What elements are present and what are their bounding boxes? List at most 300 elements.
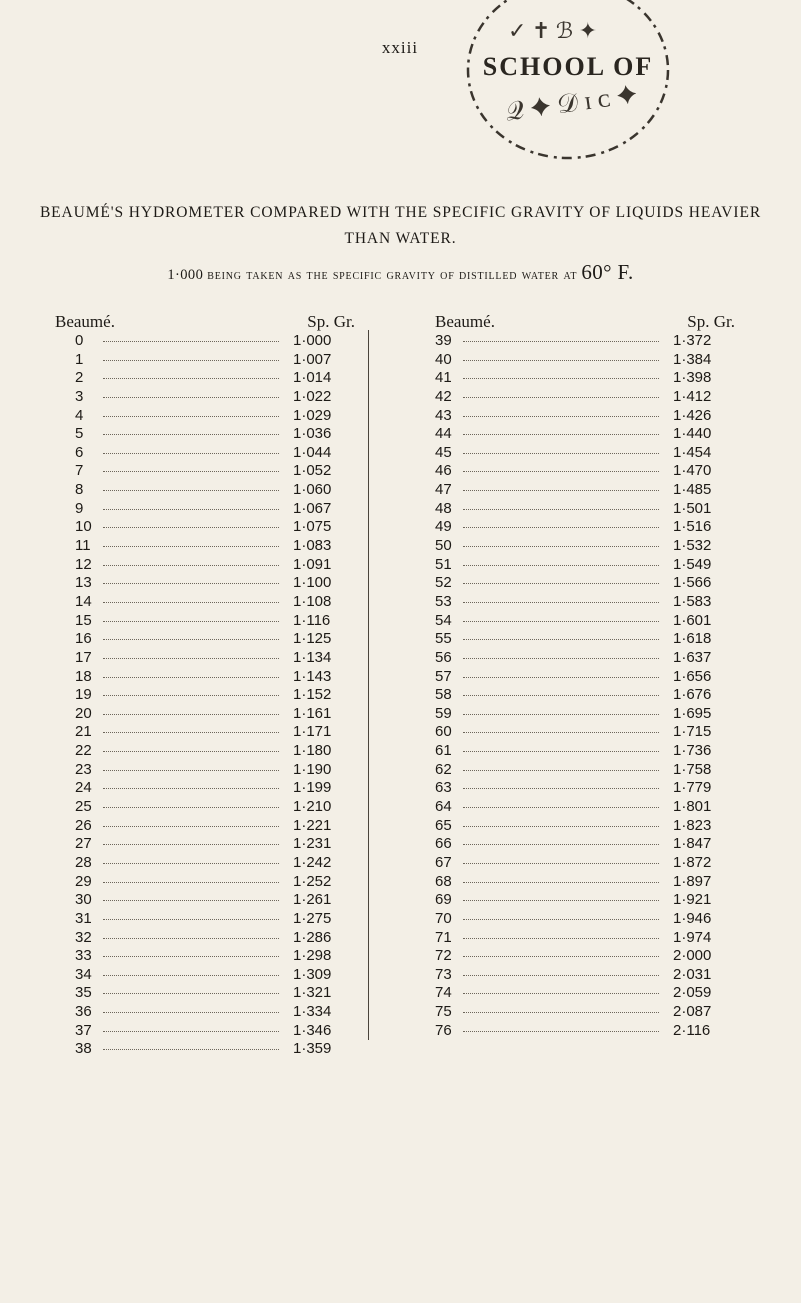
beaume-degree: 21 [75, 723, 92, 741]
table-row [435, 351, 735, 370]
dot-leader [103, 397, 279, 398]
beaume-degree: 18 [75, 667, 92, 685]
table-row [435, 742, 735, 761]
specific-gravity-value: 1·758 [673, 760, 712, 778]
beaume-degree: 11 [75, 537, 91, 555]
table-row [55, 1022, 355, 1041]
specific-gravity-value: 2·000 [673, 947, 712, 965]
specific-gravity-value: 1·134 [293, 648, 332, 666]
beaume-degree: 32 [75, 928, 92, 946]
column-divider [368, 330, 369, 1040]
dot-leader [103, 826, 279, 827]
dot-leader [103, 919, 279, 920]
table-row [55, 351, 355, 370]
beaume-degree: 49 [435, 518, 452, 536]
beaume-degree: 35 [75, 984, 92, 1002]
table-row [435, 612, 735, 631]
specific-gravity-value: 1·532 [673, 537, 712, 555]
dot-leader [463, 509, 659, 510]
dot-leader [103, 471, 279, 472]
specific-gravity-value: 1·346 [293, 1021, 332, 1039]
specific-gravity-value: 1·044 [293, 443, 332, 461]
table-row [55, 947, 355, 966]
specific-gravity-value: 1·199 [293, 779, 332, 797]
specific-gravity-value: 1·823 [673, 816, 712, 834]
table-row [55, 929, 355, 948]
table-row [435, 369, 735, 388]
table-row [435, 425, 735, 444]
specific-gravity-value: 1·190 [293, 760, 332, 778]
beaume-degree: 69 [435, 891, 452, 909]
table-row [435, 798, 735, 817]
dot-leader [463, 453, 659, 454]
beaume-degree: 24 [75, 779, 92, 797]
stamp-ring-icon [448, 0, 688, 170]
table-row [435, 500, 735, 519]
beaume-degree: 29 [75, 872, 92, 890]
specific-gravity-value: 1·083 [293, 537, 332, 555]
dot-leader [103, 1031, 279, 1032]
specific-gravity-value: 1·974 [673, 928, 712, 946]
table-row [55, 444, 355, 463]
table-row [55, 612, 355, 631]
beaume-degree: 47 [435, 481, 452, 499]
specific-gravity-value: 1·275 [293, 909, 332, 927]
beaume-degree: 30 [75, 891, 92, 909]
dot-leader [103, 583, 279, 584]
beaume-degree: 4 [75, 406, 84, 424]
table-row [435, 388, 735, 407]
specific-gravity-value: 1·412 [673, 387, 712, 405]
table-row [55, 761, 355, 780]
table-row [435, 556, 735, 575]
table-row [55, 462, 355, 481]
beaume-degree: 74 [435, 984, 452, 1002]
table-row [55, 1003, 355, 1022]
beaume-degree: 8 [75, 481, 84, 499]
table-row [55, 910, 355, 929]
table-row [435, 929, 735, 948]
dot-leader [463, 341, 659, 342]
beaume-degree: 51 [435, 555, 452, 573]
specific-gravity-value: 1·872 [673, 853, 712, 871]
subtitle-temperature: 60° F. [581, 260, 634, 284]
beaume-degree: 3 [75, 387, 84, 405]
beaume-degree: 73 [435, 965, 452, 983]
beaume-degree: 46 [435, 462, 452, 480]
specific-gravity-value: 1·946 [673, 909, 712, 927]
table-row [55, 723, 355, 742]
beaume-degree: 15 [75, 611, 92, 629]
specific-gravity-value: 1·125 [293, 630, 332, 648]
dot-leader [463, 658, 659, 659]
specific-gravity-value: 1·736 [673, 742, 712, 760]
specific-gravity-value: 1·116 [293, 611, 331, 629]
table-row [55, 798, 355, 817]
beaume-degree: 6 [75, 443, 84, 461]
specific-gravity-value: 1·036 [293, 425, 332, 443]
dot-leader [463, 360, 659, 361]
beaume-degree: 40 [435, 350, 452, 368]
table-row [435, 462, 735, 481]
beaume-degree: 26 [75, 816, 92, 834]
dot-leader [103, 863, 279, 864]
beaume-degree: 10 [75, 518, 92, 536]
dot-leader [103, 527, 279, 528]
specific-gravity-value: 1·067 [293, 499, 332, 517]
specific-gravity-value: 1·637 [673, 648, 712, 666]
dot-leader [103, 434, 279, 435]
table-row [55, 891, 355, 910]
beaume-degree: 14 [75, 592, 92, 610]
beaume-degree: 54 [435, 611, 452, 629]
dot-leader [463, 677, 659, 678]
beaume-degree: 56 [435, 648, 452, 666]
table-row [55, 984, 355, 1003]
specific-gravity-value: 1·618 [673, 630, 712, 648]
beaume-degree: 63 [435, 779, 452, 797]
specific-gravity-value: 1·549 [673, 555, 712, 573]
dot-leader [463, 863, 659, 864]
table-row [55, 593, 355, 612]
beaume-degree: 17 [75, 648, 92, 666]
beaume-degree: 0 [75, 332, 84, 349]
table-column-right [435, 312, 735, 1040]
specific-gravity-value: 2·059 [673, 984, 712, 1002]
table-row [435, 518, 735, 537]
specific-gravity-value: 1·398 [673, 369, 712, 387]
specific-gravity-value: 1·180 [293, 742, 332, 760]
dot-leader [463, 770, 659, 771]
dot-leader [463, 714, 659, 715]
table-row [55, 388, 355, 407]
table-row [435, 574, 735, 593]
dot-leader [103, 788, 279, 789]
column-header [55, 312, 355, 332]
beaume-degree: 39 [435, 332, 452, 349]
beaume-degree: 64 [435, 798, 452, 816]
dot-leader [103, 770, 279, 771]
table-row [55, 630, 355, 649]
specific-gravity-value: 1·221 [293, 816, 332, 834]
beaume-degree: 41 [435, 369, 452, 387]
specific-gravity-value: 1·656 [673, 667, 712, 685]
header-specific-gravity: Sp. Gr. [687, 312, 735, 331]
specific-gravity-value: 1·171 [293, 723, 332, 741]
subtitle-text: being taken as the specific gravity of distilled water at [207, 267, 578, 283]
beaume-degree: 31 [75, 909, 92, 927]
dot-leader [103, 602, 279, 603]
specific-gravity-value: 1·566 [673, 574, 712, 592]
table-row [435, 723, 735, 742]
beaume-degree: 19 [75, 686, 92, 704]
specific-gravity-value: 1·440 [673, 425, 712, 443]
beaume-degree: 76 [435, 1021, 452, 1039]
header-specific-gravity: Sp. Gr. [307, 312, 355, 331]
beaume-degree: 48 [435, 499, 452, 517]
specific-gravity-value: 1·029 [293, 406, 332, 424]
dot-leader [463, 882, 659, 883]
dot-leader [463, 826, 659, 827]
table-row [55, 369, 355, 388]
specific-gravity-value: 1·143 [293, 667, 332, 685]
table-row [435, 966, 735, 985]
table-row [435, 984, 735, 1003]
dot-leader [463, 416, 659, 417]
svg-text:𝒬 ✦ 𝒟 ɪ ᴄ ✦: 𝒬 ✦ 𝒟 ɪ ᴄ ✦ [503, 79, 639, 127]
dot-leader [103, 565, 279, 566]
specific-gravity-value: 1·060 [293, 481, 332, 499]
beaume-degree: 44 [435, 425, 452, 443]
specific-gravity-value: 1·298 [293, 947, 332, 965]
specific-gravity-value: 1·454 [673, 443, 712, 461]
specific-gravity-value: 1·161 [293, 704, 332, 722]
table-row [435, 1022, 735, 1041]
specific-gravity-value: 1·384 [673, 350, 712, 368]
dot-leader [103, 490, 279, 491]
table-row [55, 518, 355, 537]
beaume-degree: 16 [75, 630, 92, 648]
specific-gravity-value: 1·252 [293, 872, 332, 890]
dot-leader [103, 807, 279, 808]
table-row [435, 407, 735, 426]
specific-gravity-value: 1·309 [293, 965, 332, 983]
dot-leader [463, 975, 659, 976]
table-row [435, 873, 735, 892]
beaume-degree: 12 [75, 555, 92, 573]
beaume-degree: 62 [435, 760, 452, 778]
beaume-degree: 75 [435, 1003, 452, 1021]
dot-leader [463, 695, 659, 696]
beaume-degree: 25 [75, 798, 92, 816]
specific-gravity-value: 1·501 [673, 499, 712, 517]
specific-gravity-value: 1·897 [673, 872, 712, 890]
specific-gravity-value: 1·470 [673, 462, 712, 480]
specific-gravity-value: 1·286 [293, 928, 332, 946]
dot-leader [463, 844, 659, 845]
dot-leader [463, 434, 659, 435]
beaume-degree: 13 [75, 574, 92, 592]
dot-leader [103, 658, 279, 659]
beaume-degree: 1 [75, 350, 84, 368]
dot-leader [463, 788, 659, 789]
dot-leader [103, 938, 279, 939]
column-header [435, 312, 735, 332]
page-number: xxiii [381, 38, 419, 57]
specific-gravity-value: 1·152 [293, 686, 332, 704]
dot-leader [103, 844, 279, 845]
table-row [435, 1003, 735, 1022]
dot-leader [103, 509, 279, 510]
beaume-degree: 66 [435, 835, 452, 853]
beaume-degree: 20 [75, 704, 92, 722]
table-row [55, 500, 355, 519]
specific-gravity-value: 1·075 [293, 518, 332, 536]
specific-gravity-value: 1·091 [293, 555, 332, 573]
dot-leader [463, 732, 659, 733]
beaume-degree: 22 [75, 742, 92, 760]
dot-leader [103, 1049, 279, 1050]
table-row [55, 481, 355, 500]
table-row [55, 407, 355, 426]
specific-gravity-value: 1·231 [293, 835, 332, 853]
dot-leader [463, 1012, 659, 1013]
header-beaume: Beaumé. [435, 312, 495, 331]
stamp-text: SCHOOL OF [482, 52, 654, 81]
specific-gravity-value: 1·014 [293, 369, 332, 387]
specific-gravity-value: 1·321 [293, 984, 332, 1002]
dot-leader [103, 416, 279, 417]
beaume-degree: 42 [435, 387, 452, 405]
table-row [55, 332, 355, 351]
table-row [435, 705, 735, 724]
beaume-degree: 34 [75, 965, 92, 983]
header-beaume: Beaumé. [55, 312, 115, 331]
dot-leader [463, 639, 659, 640]
specific-gravity-value: 1·676 [673, 686, 712, 704]
rows-right [435, 332, 735, 1040]
specific-gravity-value: 1·801 [673, 798, 712, 816]
dot-leader [463, 993, 659, 994]
specific-gravity-value: 1·372 [673, 332, 712, 349]
dot-leader [463, 621, 659, 622]
rows-left [55, 332, 355, 1059]
beaume-degree: 37 [75, 1021, 92, 1039]
table-row [55, 835, 355, 854]
table-column-left [55, 312, 355, 1059]
table-row [55, 779, 355, 798]
dot-leader [463, 807, 659, 808]
dot-leader [463, 546, 659, 547]
dot-leader [103, 993, 279, 994]
specific-gravity-value: 1·359 [293, 1040, 332, 1058]
table-row [435, 779, 735, 798]
table-row [55, 873, 355, 892]
dot-leader [463, 490, 659, 491]
table-row [55, 854, 355, 873]
library-stamp [448, 0, 688, 170]
table-row [55, 574, 355, 593]
table-row [435, 593, 735, 612]
specific-gravity-value: 1·242 [293, 853, 332, 871]
beaume-degree: 57 [435, 667, 452, 685]
specific-gravity-value: 1·007 [293, 350, 332, 368]
table-row [435, 444, 735, 463]
table-row [435, 332, 735, 351]
specific-gravity-value: 1·022 [293, 387, 332, 405]
beaume-degree: 5 [75, 425, 84, 443]
beaume-degree: 53 [435, 592, 452, 610]
specific-gravity-value: 2·031 [673, 965, 712, 983]
dot-leader [103, 360, 279, 361]
table-row [435, 761, 735, 780]
specific-gravity-value: 1·715 [673, 723, 712, 741]
specific-gravity-value: 1·516 [673, 518, 712, 536]
dot-leader [103, 714, 279, 715]
specific-gravity-value: 1·485 [673, 481, 712, 499]
dot-leader [103, 378, 279, 379]
beaume-degree: 67 [435, 853, 452, 871]
table-row [55, 425, 355, 444]
table-row [55, 817, 355, 836]
dot-leader [103, 677, 279, 678]
table-row [435, 854, 735, 873]
beaume-degree: 23 [75, 760, 92, 778]
dot-leader [463, 938, 659, 939]
specific-gravity-value: 1·601 [673, 611, 712, 629]
specific-gravity-value: 1·847 [673, 835, 712, 853]
page-subtitle [20, 260, 781, 285]
table-row [435, 947, 735, 966]
beaume-degree: 60 [435, 723, 452, 741]
dot-leader [103, 621, 279, 622]
table-row [55, 668, 355, 687]
beaume-degree: 9 [75, 499, 84, 517]
specific-gravity-value: 1·210 [293, 798, 332, 816]
dot-leader [103, 975, 279, 976]
dot-leader [103, 546, 279, 547]
dot-leader [463, 900, 659, 901]
dot-leader [103, 900, 279, 901]
table-row [55, 556, 355, 575]
table-row [435, 630, 735, 649]
beaume-degree: 45 [435, 443, 452, 461]
beaume-degree: 55 [435, 630, 452, 648]
specific-gravity-value: 1·261 [293, 891, 332, 909]
dot-leader [463, 956, 659, 957]
beaume-degree: 27 [75, 835, 92, 853]
table-row [55, 966, 355, 985]
dot-leader [463, 1031, 659, 1032]
specific-gravity-value: 2·087 [673, 1003, 712, 1021]
table-row [435, 481, 735, 500]
beaume-degree: 36 [75, 1003, 92, 1021]
dot-leader [463, 583, 659, 584]
svg-text:✓ ✝ ℬ ✦: ✓ ✝ ℬ ✦ [508, 18, 598, 43]
beaume-degree: 68 [435, 872, 452, 890]
table-row [55, 537, 355, 556]
dot-leader [463, 565, 659, 566]
subtitle-prefix: 1·000 [167, 267, 204, 283]
dot-leader [463, 919, 659, 920]
specific-gravity-value: 1·100 [293, 574, 332, 592]
table-row [435, 835, 735, 854]
beaume-degree: 2 [75, 369, 84, 387]
table-row [435, 891, 735, 910]
specific-gravity-value: 1·695 [673, 704, 712, 722]
dot-leader [103, 1012, 279, 1013]
table-row [55, 1040, 355, 1059]
beaume-degree: 50 [435, 537, 452, 555]
beaume-degree: 52 [435, 574, 452, 592]
beaume-degree: 61 [435, 742, 452, 760]
table-row [55, 705, 355, 724]
table-row [435, 649, 735, 668]
beaume-degree: 65 [435, 816, 452, 834]
specific-gravity-value: 1·000 [293, 332, 332, 349]
table-row [435, 668, 735, 687]
dot-leader [463, 397, 659, 398]
dot-leader [103, 732, 279, 733]
table-row [435, 537, 735, 556]
dot-leader [463, 471, 659, 472]
table-row [55, 742, 355, 761]
conversion-table [55, 312, 735, 1058]
specific-gravity-value: 1·779 [673, 779, 712, 797]
dot-leader [463, 527, 659, 528]
beaume-degree: 71 [435, 928, 452, 946]
dot-leader [103, 341, 279, 342]
